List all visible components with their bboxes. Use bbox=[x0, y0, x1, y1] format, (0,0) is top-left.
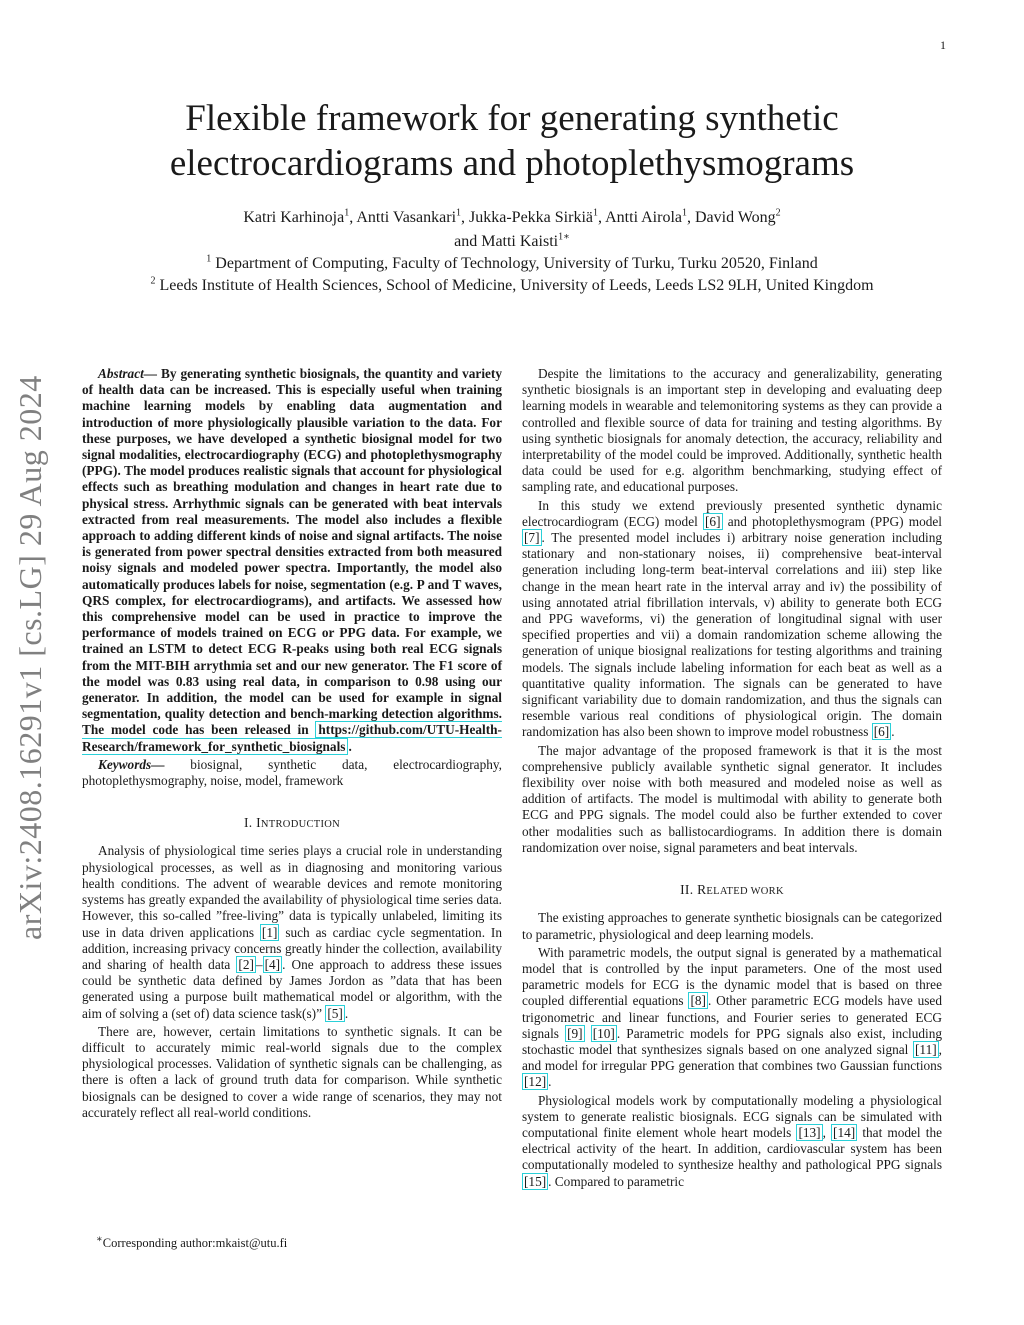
citation-link[interactable]: [2] bbox=[238, 956, 254, 972]
footnote bbox=[96, 1233, 288, 1251]
text: Physiological models work by computationally modeling a physiological system to generate realistic biosignals. ECG signals can be simulated with computational finite element whole heart models bbox=[522, 1092, 942, 1140]
paragraph: The existing approaches to generate synthetic biosignals can be categorized to parametric, physiological and deep learning models. bbox=[522, 910, 942, 942]
right-column bbox=[522, 366, 942, 1192]
author-name: and Matti Kaisti bbox=[454, 233, 559, 250]
affiliation-text: Department of Computing, Faculty of Technology, University of Turku, Turku 20520, Finland bbox=[211, 255, 818, 272]
text: . bbox=[548, 1074, 552, 1090]
code-repository-link[interactable]: https://github.com/UTU-Health-Research/framework_for_synthetic_biosignals bbox=[82, 722, 502, 754]
abstract-label: Abstract— bbox=[98, 366, 158, 381]
text: . bbox=[344, 1005, 349, 1021]
text: Analysis of physiological time series plays a crucial role in understanding physiological processes, as well as in diagnosing and monitoring various health conditions. The advent of wearable devices and remote monitoring systems has greatly expanded the availability of physiological time series data. However, this so-called ”free-living” data is typically unlabeled, limiting its use in data driven applications bbox=[82, 843, 502, 940]
text: . Parametric models for PPG signals also exist, including stochastic model that synthesizes signals based on one analyzed signal bbox=[522, 1025, 943, 1057]
footnote-text: Corresponding author:mkaist@utu.fi bbox=[102, 1236, 288, 1250]
section-heading-introduction bbox=[82, 815, 502, 833]
section-title-initial: R bbox=[697, 882, 707, 898]
left-column bbox=[82, 366, 502, 1123]
text: and photoplethysmogram (PPG) model bbox=[722, 513, 942, 529]
abstract-text: By generating synthetic biosignals, the quantity and variety of health data can be increased. This is especially useful when training machine learning models by enabling data augmentation and introduction of more physiologically plausible variation to the data. For these purposes, we have developed a synthetic biosignal model for two signal modalities, electrocardiography (ECG) and photoplethysmography (PPG). The model produces realistic signals that account for physiological effects such as breathing modulation and changes in heart rate due to physical stress. Arrhythmic signals can be generated with beat intervals extracted from real measurements. The model also includes a flexible approach to adding different kinds of noise and signal artifacts. The noise is generated from power spectral densities extracted from both measured noisy signals and modeled power spectra. Importantly, the model also automatically produces labels for noise, segmentation (e.g. P and T waves, QRS complex, for electrocardiograms), and artifacts. We assessed how this comprehensive model can be used in practice to improve the performance of models trained on ECG or PPG data. For example, we trained an LSTM to detect ECG R-peaks using both real ECG signals from the MIT-BIH arrythmia set and our new generator. The F1 score of the model was 0.83 using real data, in comparison to 0.98 using our generator. In addition, the model can be used for example in signal segmentation, quality detection and bench-marking detection algorithms. The model code has been released in bbox=[82, 366, 502, 738]
author-name: Katri Karhinoja bbox=[243, 209, 345, 226]
intro-paragraph-1 bbox=[82, 843, 502, 1021]
text: such as cardiac cycle segmentation. In addition, increasing privacy concerns greatly hinder the collection, availability and sharing of health data bbox=[82, 924, 502, 972]
citation-link[interactable]: [6] bbox=[873, 724, 890, 740]
citation-link[interactable]: [6] bbox=[705, 513, 721, 529]
text: , and model for irregular PPG generation that combines two Gaussian functions bbox=[522, 1041, 942, 1074]
keywords-label: Keywords— bbox=[98, 756, 165, 772]
citation-link[interactable]: [13] bbox=[798, 1124, 821, 1140]
citation-link[interactable]: [9] bbox=[567, 1025, 583, 1041]
paragraph bbox=[522, 498, 942, 741]
citation-link[interactable]: [11] bbox=[915, 1041, 937, 1057]
affiliation-2 bbox=[40, 275, 984, 297]
citation-link[interactable]: [8] bbox=[690, 993, 706, 1009]
text: that model the electrical activity of the heart. In addition, cardiovascular system has been computationally modeled to synthesize healthy and pathological PPG signals bbox=[522, 1124, 942, 1173]
citation-link[interactable]: [10] bbox=[592, 1025, 615, 1041]
text: . The presented model includes i) arbitrary noise generation including stationary and non-stationary noises, ii) comprehensive beat-interval generation including long-term beat-interval correlations and iii) step like change in the mean heart rate in the interval array and iv) the possibility of using annotated atrial fibrillation intervals, v) ability to generate both ECG and PPG waveforms, vi) the generation of longitudinal signal with user specified properties and vii) a domain randomization scheme allowing the generation of unique biosignal realizations for testing algorithms and training models. The signals include labeling information for each beat as well as a quantitative quality information. The signals can be generated to have significant variability due to domain randomization, and thus the signals can resemble various real conditions of physiological origin. The domain randomization has also been shown to improve model robustness bbox=[522, 530, 942, 740]
paragraph: The major advantage of the proposed framework is that it is the most comprehensive publicly available synthetic signal generator. It includes flexibility over noise with both measured and modeled noise as well as addition of artifacts. The model is multimodal with ability to generate both ECG and PPG signals. The model could also be further extended to cover other modalities such as ballistocardiograms. In addition there is domain randomization over noise, signal parameters and beat intervals. bbox=[522, 742, 942, 855]
author-affiliation-mark: 2 bbox=[775, 207, 781, 219]
citation-link[interactable]: [1] bbox=[261, 924, 278, 940]
author-name: , Antti Airola bbox=[598, 209, 682, 226]
text: In this study we extend previously presented synthetic dynamic electrocardiogram (ECG) model bbox=[522, 497, 942, 529]
author-affiliation-mark: 1 bbox=[682, 207, 687, 219]
affiliation-text: Leeds Institute of Health Sciences, School of Medicine, University of Leeds, Leeds LS2 9LH, United Kingdom bbox=[155, 277, 874, 294]
text: . One approach to address these issues could be synthetic data defined by James Jordon as ”data that has been generated using a purpose built mathematical model or algorithm, with the aim of solving a (set of) data science task(s)” bbox=[82, 956, 502, 1021]
keywords-text: biosignal, synthetic data, electrocardiography, photoplethysmography, noise, model, framework bbox=[82, 756, 502, 789]
author-name: , Jukka-Pekka Sirkiä bbox=[461, 209, 593, 226]
text: . bbox=[891, 724, 895, 740]
citation-link[interactable]: [7] bbox=[524, 530, 540, 546]
section-title-rest: ELATED WORK bbox=[706, 886, 784, 898]
footnote-mark: ∗ bbox=[96, 1233, 103, 1245]
keywords bbox=[82, 757, 502, 789]
author-affiliation-mark: 1∗ bbox=[558, 231, 570, 243]
section-number: I. bbox=[243, 815, 257, 831]
author-affiliation-mark: 1 bbox=[344, 207, 350, 219]
citation-link[interactable]: [15] bbox=[524, 1173, 547, 1189]
author-affiliation-mark: 1 bbox=[456, 207, 462, 219]
section-title-initial: I bbox=[256, 815, 261, 831]
paragraph bbox=[522, 945, 942, 1091]
citation-link[interactable]: [12] bbox=[524, 1074, 547, 1090]
text: , bbox=[822, 1124, 832, 1140]
affiliation-mark: 2 bbox=[150, 275, 156, 287]
page-number: 1 bbox=[940, 38, 946, 52]
author-list bbox=[80, 206, 944, 254]
affiliation-mark: 1 bbox=[206, 253, 212, 265]
paragraph: Despite the limitations to the accuracy and generalizability, generating synthetic biosignals is an important step in developing and evaluating deep learning models in wearable and telemonitoring systems as they can provide a controlled and flexible source of data for training and testing algorithms. By using synthetic biosignals for anomaly detection, the accuracy, reliability and interpretability of the model could be improved. Additionally, synthetic health data could be used for e.g. algorithm benchmarking, studying effect of sampling rate, and educational purposes. bbox=[522, 366, 942, 495]
text: With parametric models, the output signal is generated by a mathematical model that is controlled by the input parameters. One of the most used parametric models for ECG is the dynamic model that is based on three coupled differential equations bbox=[522, 944, 942, 1009]
section-title-rest: NTRODUCTION bbox=[260, 819, 341, 831]
text: . Other parametric ECG models have used trigonometric and linear functions, and Fourier series to generated ECG signals bbox=[522, 993, 942, 1041]
author-name: , David Wong bbox=[687, 209, 776, 226]
author-name: , Antti Vasankari bbox=[349, 209, 457, 226]
paper-title: Flexible framework for generating synthetic electrocardiograms and photoplethysmograms bbox=[169, 98, 855, 184]
affiliation-1 bbox=[60, 253, 964, 275]
paragraph bbox=[522, 1093, 942, 1190]
section-heading-related-work bbox=[522, 882, 942, 900]
citation-link[interactable]: [14] bbox=[833, 1124, 856, 1140]
citation-link[interactable]: [5] bbox=[327, 1005, 343, 1021]
author-affiliation-mark: 1 bbox=[593, 207, 598, 219]
citation-link[interactable]: [4] bbox=[264, 956, 281, 972]
text: – bbox=[255, 956, 263, 972]
abstract bbox=[82, 366, 502, 755]
arxiv-identifier-stamp[interactable]: arXiv:2408.16291v1 [cs.LG] 29 Aug 2024 bbox=[12, 375, 48, 940]
abstract-end: . bbox=[348, 738, 352, 754]
intro-paragraph-2: There are, however, certain limitations to synthetic signals. It can be difficult to accurately mimic real-world signals due to the complex physiological processes. Validation of synthetic signals can be challenging, as there is often a lack of ground truth data for comparison. While synthetic biosignals can be designed to cover a wide range of scenarios, they may not accurately reflect all real-world conditions. bbox=[82, 1023, 502, 1120]
text: . Compared to parametric bbox=[548, 1173, 685, 1189]
section-number: II. bbox=[680, 882, 698, 898]
